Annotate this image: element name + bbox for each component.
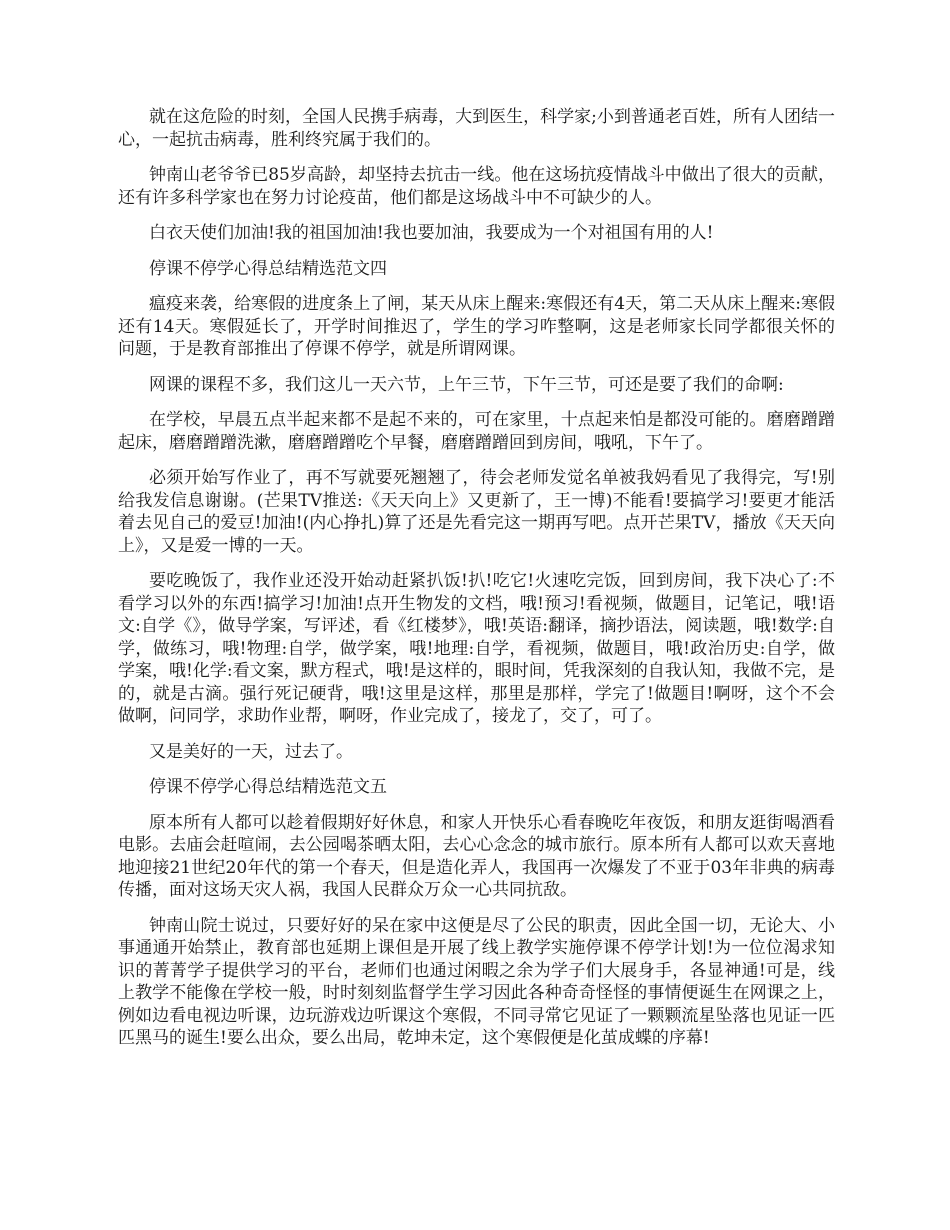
paragraph-morning-routine: 在学校，早晨五点半起来都不是起不来的，可在家里，十点起来怕是都没可能的。磨磨蹭蹭起床，磨磨蹭蹭洗漱，磨磨蹭蹭吃个早餐，磨磨蹭蹭回到房间，哦吼，下午了。: [118, 410, 835, 453]
paragraph-plague-arrives: 瘟疫来袭，给寒假的进度条上了闸，某天从床上醒来:寒假还有4天，第二天从床上醒来:寒假还有14天。寒假延长了，开学时间推迟了，学生的学习咋整啊，这是老师家长同学都很关怀的问题，于是教育部推出了停课不停学，就是所谓网课。: [118, 294, 835, 359]
paragraph-zhong-nanshan: 钟南山老爷爷已85岁高龄，却坚持去抗击一线。他在这场抗疫情战斗中做出了很大的贡献，还有许多科学家也在努力讨论疫苗，他们都是这场战斗中不可缺少的人。: [118, 165, 835, 208]
paragraph-holiday-plans: 原本所有人都可以趁着假期好好休息，和家人开快乐心看春晚吃年夜饭，和朋友逛街喝酒看电影。去庙会赶喧闹，去公园喝茶晒太阳，去心心念念的城市旅行。原本所有人都可以欢天喜地地迎接21世纪20年代的第一个春天，但是造化弄人，我国再一次爆发了不亚于03年非典的病毒传播，面对这场天灾人祸，我国人民群众万众一心共同抗敌。: [118, 812, 835, 900]
document-body: [118, 106, 835, 1063]
paragraph-fight-together: 就在这危险的时刻，全国人民携手病毒，大到医生，科学家;小到普通老百姓，所有人团结一心，一起抗击病毒，胜利终究属于我们的。: [118, 107, 835, 150]
paragraph-homework: 必须开始写作业了，再不写就要死翘翘了，待会老师发觉名单被我妈看见了我得完，写!别给我发信息谢谢。(芒果TV推送:《天天向上》又更新了，王一博)不能看!要搞学习!要更才能活着去见自己的爱豆!加油!(内心挣扎)算了还是先看完这一期再写吧。点开芒果TV，播放《天天向上》，又是爱一博的一天。: [118, 468, 835, 556]
paragraph-another-day: 又是美好的一天，过去了。: [149, 741, 353, 762]
paragraph-evening-study: 要吃晚饭了，我作业还没开始动赶紧扒饭!扒!吃它!火速吃完饭，回到房间，我下决心了:不看学习以外的东西!搞学习!加油!点开生物发的文档，哦!预习!看视频，做题目，记笔记，哦!语文:自学《》，做导学案，写评述，看《红楼梦》，哦!英语:翻译，摘抄语法，阅读题，哦!数学:自学，做练习，哦!物理:自学，做学案，哦!地理:自学，看视频，做题目，哦!政治历史:自学，做学案，哦!化学:看文案，默方程式，哦!是这样的，眼时间，凭我深刻的自我认知，我做不完，是的，就是古滴。强行死记硬背，哦!这里是这样，那里是那样，学完了!做题目!啊呀，这个不会做啊，问同学，求助作业帮，啊呀，作业完成了，接龙了，交了，可了。: [118, 571, 835, 726]
section-heading-four: 停课不停学心得总结精选范文四: [149, 258, 387, 279]
paragraph-online-classes: 网课的课程不多，我们这儿一天六节，上午三节，下午三节，可还是要了我们的命啊:: [149, 374, 784, 395]
paragraph-cheer: 白衣天使们加油!我的祖国加油!我也要加油，我要成为一个对祖国有用的人!: [149, 223, 714, 243]
section-heading-five: 停课不停学心得总结精选范文五: [149, 777, 387, 797]
paragraph-stay-home: 钟南山院士说过，只要好好的呆在家中这便是尽了公民的职责，因此全国一切，无论大、小事通通开始禁止，教育部也延期上课但是开展了线上教学实施停课不停学计划!为一位位渴求知识的菁菁学子提供学习的平台，老师们也通过闲暇之余为学子们大展身手，各显神通!可是，线上教学不能像在学校一般，时时刻刻监督学生学习因此各种奇奇怪怪的事情便诞生在网课之上，例如边看电视边听课，边玩游戏边听课这个寒假，不同寻常它见证了一颗颗流星坠落也见证一匹匹黑马的诞生!要么出众，要么出局，乾坤未定，这个寒假便是化茧成蝶的序幕!: [118, 915, 835, 1048]
